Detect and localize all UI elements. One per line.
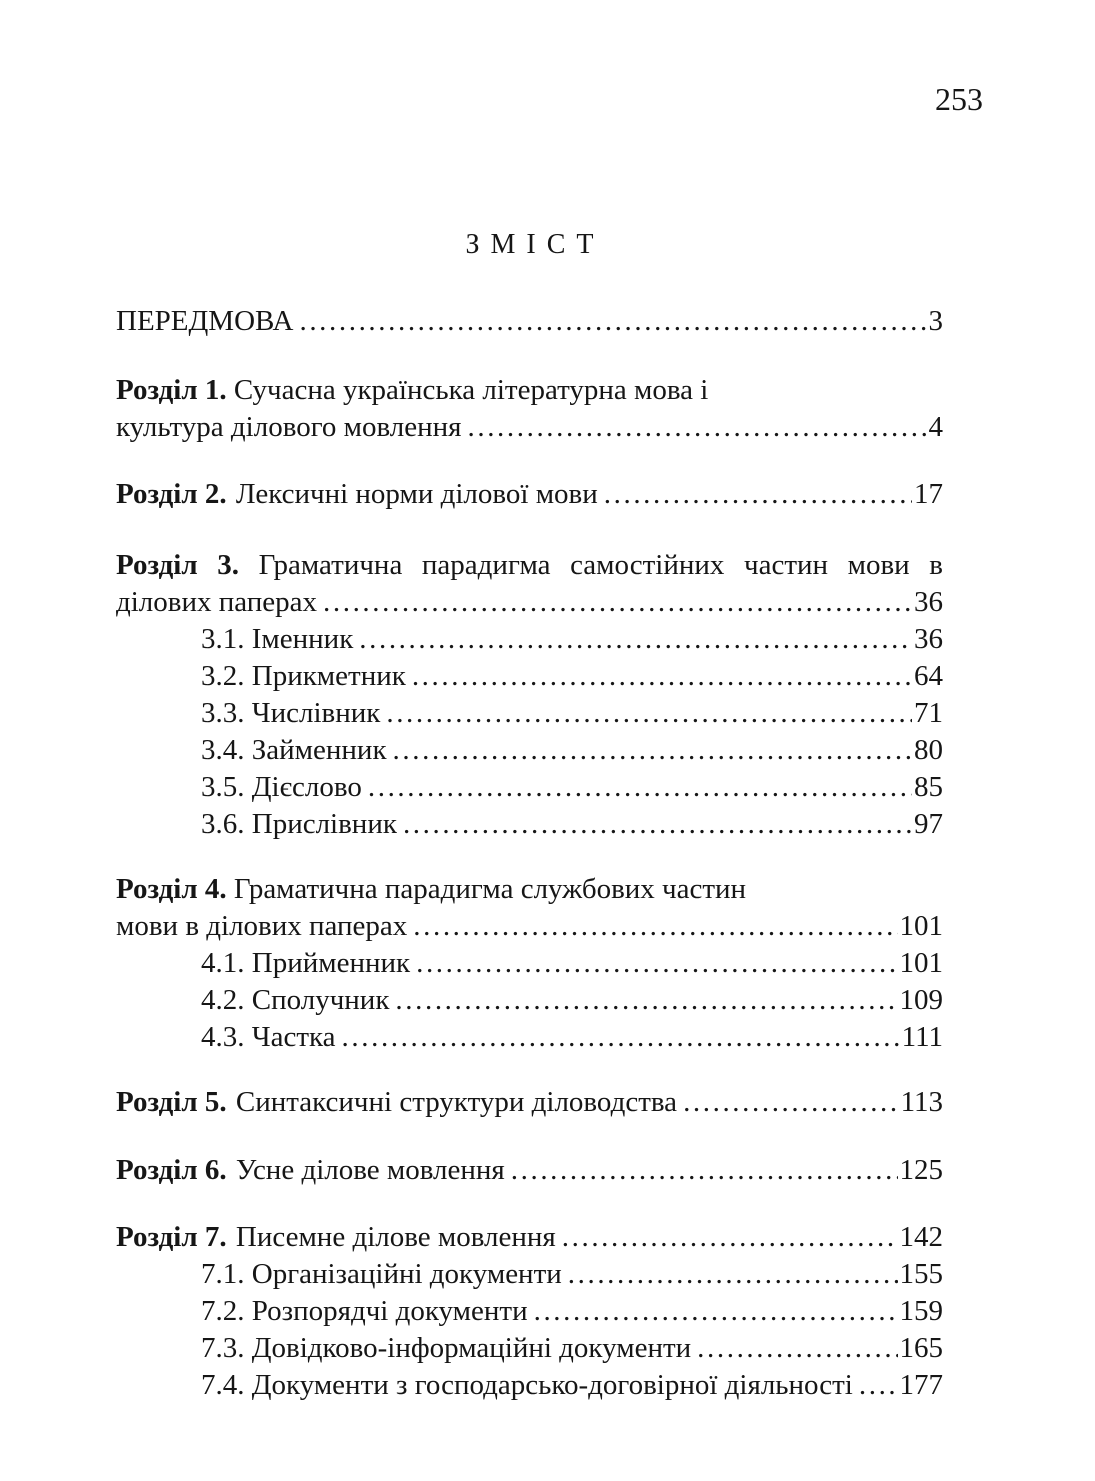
dot-leader [468,409,927,446]
subsection-page-number: 36 [914,623,943,655]
section-page-number: 101 [899,910,943,942]
toc-subsection-entry [116,769,943,806]
toc-section-entry-3 [116,584,943,621]
toc-subsection-entry [116,695,943,732]
section-page-number: 113 [900,1086,943,1118]
section-title-continued: культура ділового мовлення [116,411,462,443]
dot-leader [403,806,912,843]
section-number: Розділ 3. [116,549,239,581]
dot-leader [562,1219,898,1256]
toc-title: ЗМІСТ [465,229,605,260]
toc-subsection-entry [116,1330,943,1367]
toc-subsection-entry [116,732,943,769]
section-page-number: 142 [899,1221,943,1253]
dot-leader [859,1367,898,1404]
toc-subsection-entry [116,1367,943,1404]
subsection-page-number: 71 [914,697,943,729]
section-title-part: Граматична парадигма самостійних частин мови в [258,549,943,581]
section-number: Розділ 2. [116,478,227,510]
subsection-label: 7.4. Документи з господарсько-договірної діяльності [201,1369,853,1401]
subsection-label: 3.1. Іменник [201,623,354,655]
section-title-continued: мови в ділових паперах [116,910,408,942]
toc-subsection-entry [116,658,943,695]
subsection-label: 7.3. Довідково-інформаційні документи [201,1332,692,1364]
subsection-page-number: 80 [914,734,943,766]
dot-leader [393,732,912,769]
subsection-page-number: 177 [899,1369,943,1401]
section-title: Писемне ділове мовлення [235,1221,556,1253]
dot-leader [412,658,912,695]
subsection-label: 7.1. Організаційні документи [201,1258,562,1290]
subsection-page-number: 159 [899,1295,943,1327]
section-page-number: 36 [914,586,943,618]
subsection-page-number: 165 [899,1332,943,1364]
toc-subsection-entry [116,1019,943,1056]
dot-leader [368,769,912,806]
dot-leader [683,1084,899,1121]
toc-section-heading-1 [116,372,943,409]
section-number: Розділ 7. [116,1221,227,1253]
toc-section-entry-2 [116,476,943,513]
section-number: Розділ 4. [116,873,227,905]
toc-subsection-entry [116,945,943,982]
toc-section-entry-5 [116,1084,943,1121]
page-number: 253 [935,81,983,117]
subsection-page-number: 109 [899,984,943,1016]
subsection-label: 3.6. Прислівник [201,808,397,840]
subsection-label: 7.2. Розпорядчі документи [201,1295,528,1327]
section-number: Розділ 1. [116,374,227,406]
section-title-part: Сучасна українська літературна мова і [233,374,709,406]
dot-leader [323,584,912,621]
subsection-label: 4.1. Прийменник [201,947,411,979]
section-page-number: 4 [928,411,943,443]
dot-leader [342,1019,900,1056]
dot-leader [511,1152,898,1189]
toc-section-entry-6 [116,1152,943,1189]
entry-page-number: 3 [928,305,943,337]
section-title: Синтаксичні структури діловодства [235,1086,678,1118]
subsection-page-number: 85 [914,771,943,803]
subsection-label: 3.5. Дієслово [201,771,362,803]
dot-leader [534,1293,898,1330]
entry-label: ПЕРЕДМОВА [116,305,294,337]
toc-section-entry-4 [116,908,943,945]
section-number: Розділ 5. [116,1086,227,1118]
toc-subsection-entry [116,621,943,658]
subsection-label: 3.3. Числівник [201,697,381,729]
dot-leader [299,303,926,340]
dot-leader [416,945,897,982]
toc-subsection-entry [116,1293,943,1330]
section-title-continued: ділових паперах [116,586,318,618]
toc-subsection-entry [116,1256,943,1293]
dot-leader [395,982,897,1019]
subsection-page-number: 101 [899,947,943,979]
subsection-label: 3.2. Прикметник [201,660,406,692]
section-title: Лексичні норми ділової мови [235,478,598,510]
toc-section-heading-3 [116,547,943,584]
dot-leader [697,1330,897,1367]
toc-section-entry-1 [116,409,943,446]
subsection-page-number: 155 [899,1258,943,1290]
toc-subsection-entry [116,982,943,1019]
subsection-label: 4.2. Сполучник [201,984,390,1016]
subsection-label: 4.3. Частка [201,1021,336,1053]
subsection-label: 3.4. Займенник [201,734,387,766]
section-page-number: 125 [899,1154,943,1186]
subsection-page-number: 64 [914,660,943,692]
section-number: Розділ 6. [116,1154,227,1186]
subsection-page-number: 97 [914,808,943,840]
section-title: Усне ділове мовлення [235,1154,505,1186]
toc-section-heading-4 [116,871,943,908]
toc-section-entry-7 [116,1219,943,1256]
dot-leader [359,621,912,658]
section-title-part: Граматична парадигма службових частин [233,873,747,905]
dot-leader [568,1256,898,1293]
section-page-number: 17 [914,478,943,510]
dot-leader [604,476,912,513]
subsection-page-number: 111 [901,1021,943,1053]
toc-subsection-entry [116,806,943,843]
dot-leader [386,695,912,732]
toc-entry-preface [116,303,943,340]
dot-leader [413,908,897,945]
